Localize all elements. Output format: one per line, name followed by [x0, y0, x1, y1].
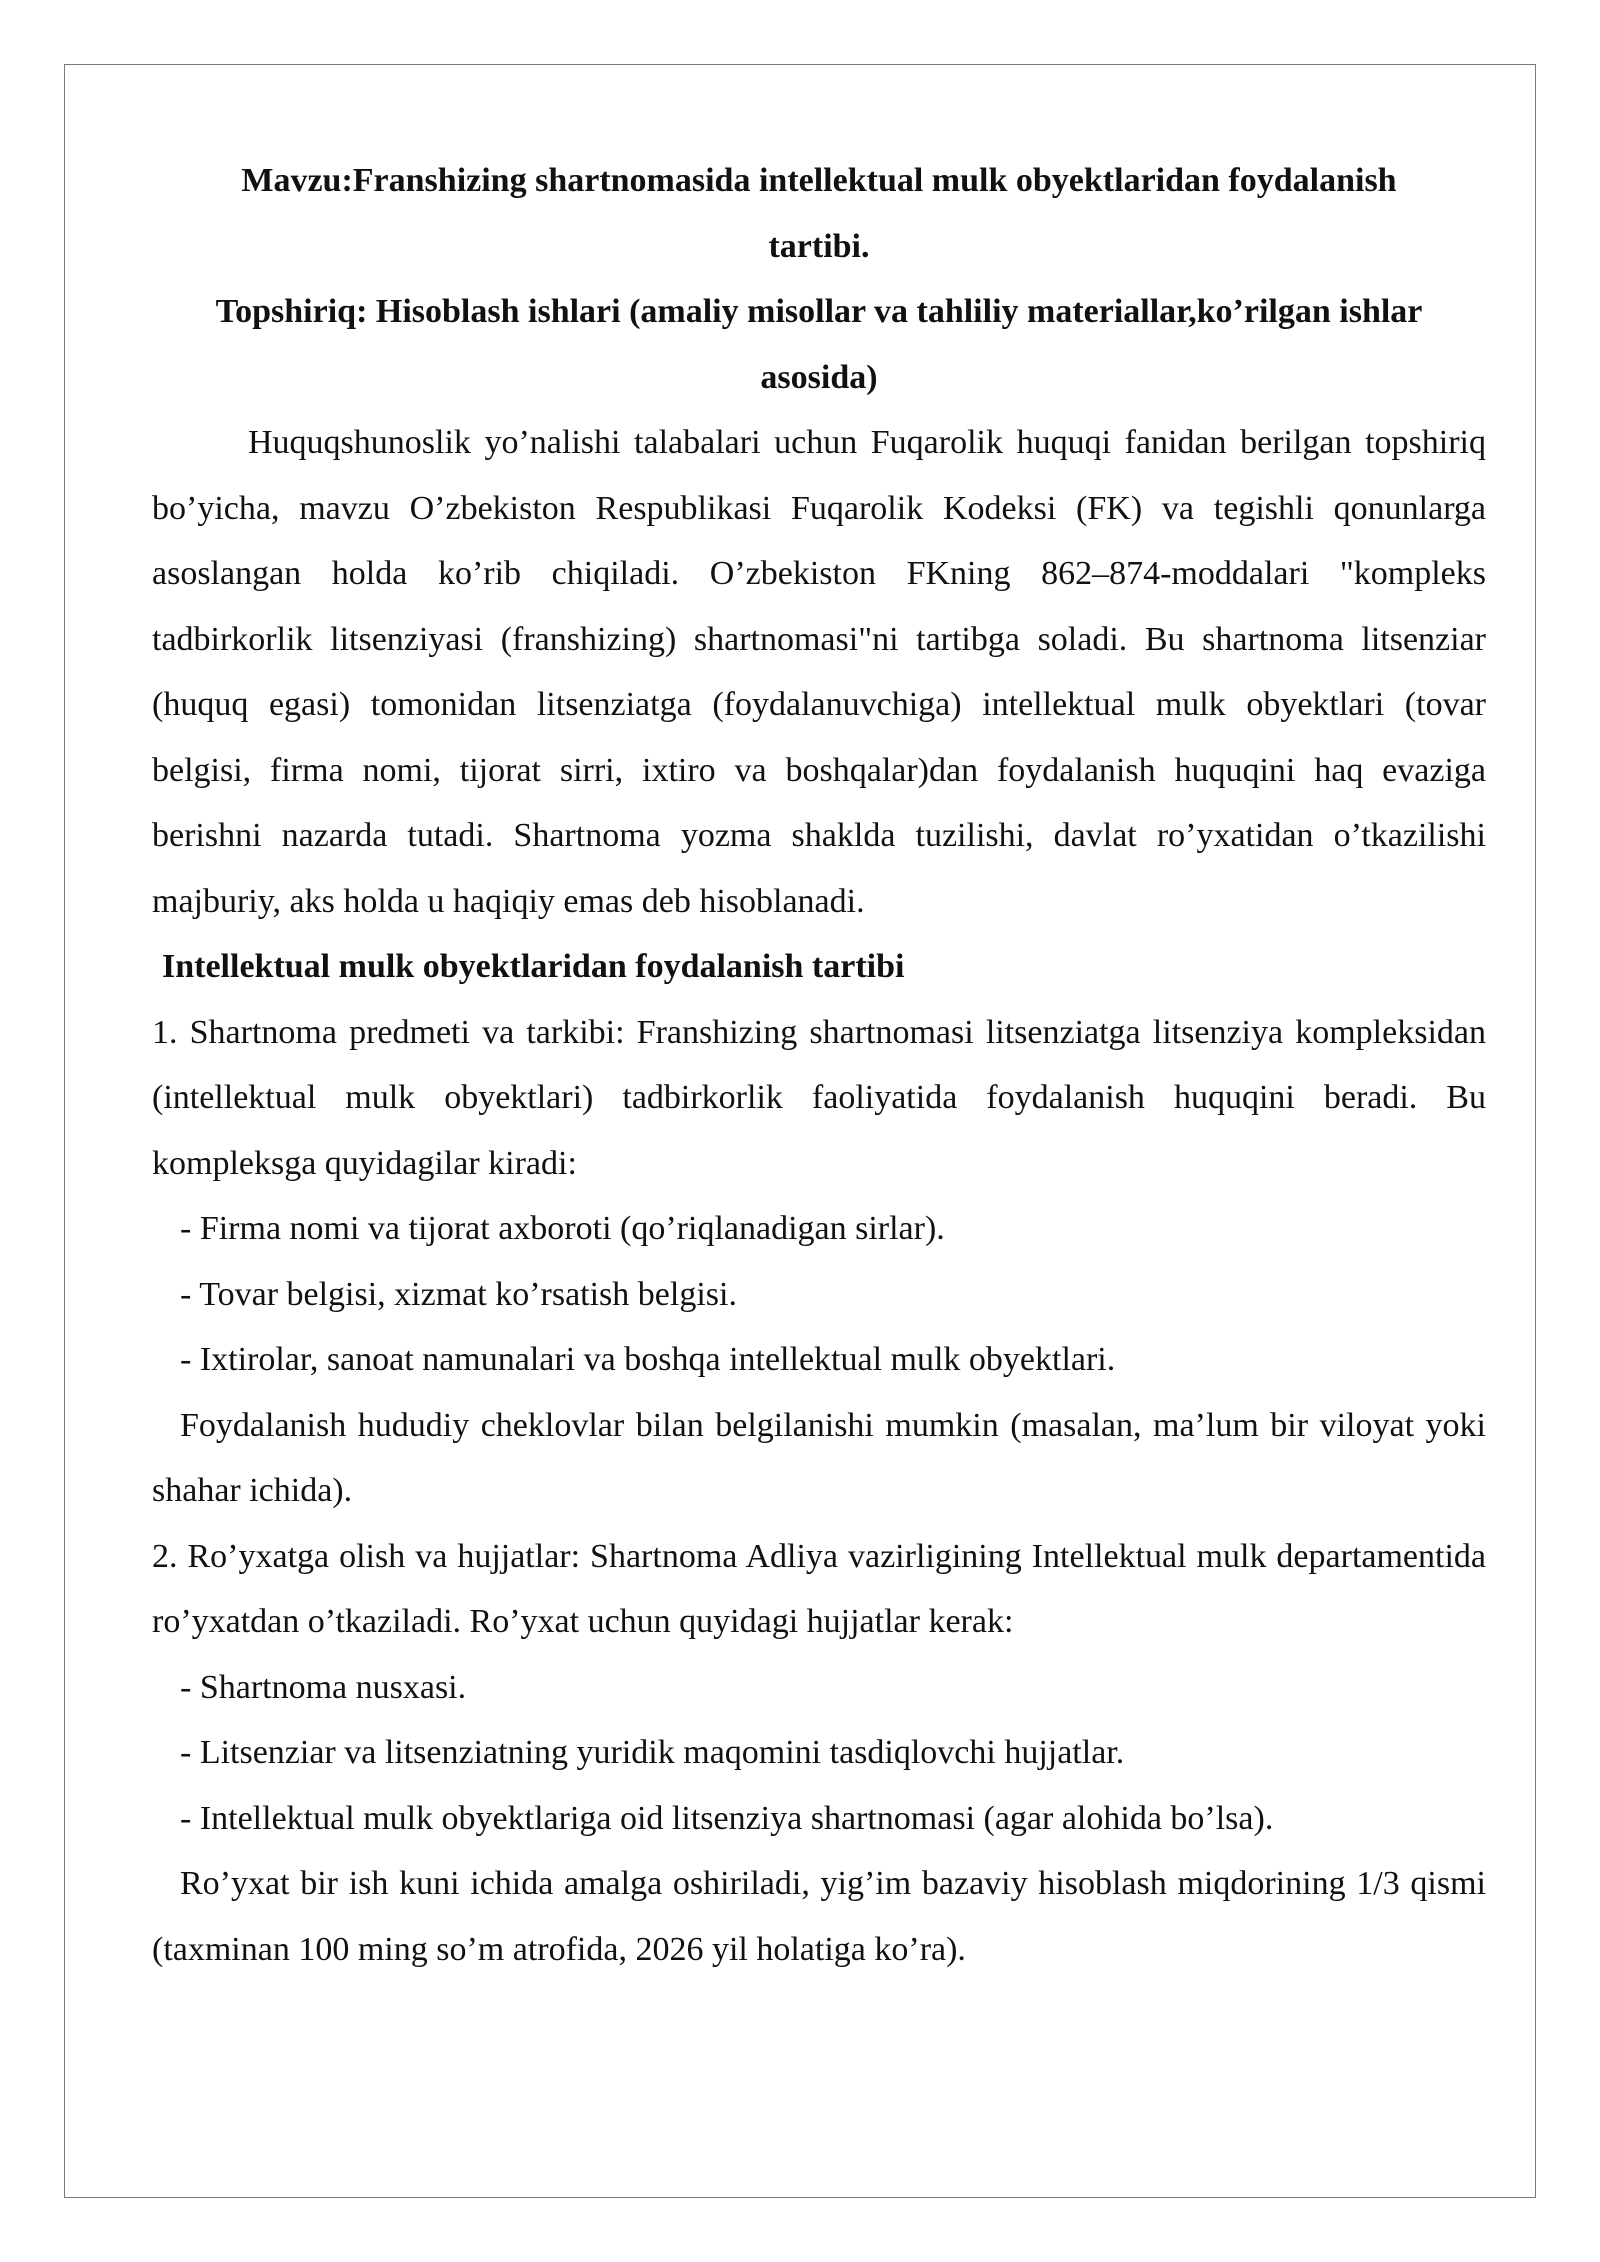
point-1-note: Foydalanish hududiy cheklovlar bilan belgilanishi mumkin (masalan, ma’lum bir viloyat yoki shahar ichida). — [152, 1406, 1486, 1509]
point-2-paragraph: 2. Ro’yxatga olish va hujjatlar: Shartnoma Adliya vazirligining Intellektual mulk departamentida ro’yxatdan o’tkaziladi. Ro’yxat uchun quyidagi hujjatlar kerak: — [152, 1537, 1486, 1640]
list-item: - Firma nomi va tijorat axboroti (qo’riqlanadigan sirlar). — [180, 1210, 945, 1247]
list-item: - Tovar belgisi, xizmat ko’rsatish belgisi. — [180, 1275, 737, 1313]
list-item: - Ixtirolar, sanoat namunalari va boshqa intellektual mulk obyektlari. — [180, 1341, 1116, 1378]
point-1-paragraph: 1. Shartnoma predmeti va tarkibi: Franshizing shartnomasi litsenziatga litsenziya kompleksidan (intellektual mulk obyektlari) tadbirkorlik faoliyatida foydalanish huquqini beradi. Bu kompleksga quyidagilar kiradi: — [152, 1013, 1486, 1182]
list-item: - Shartnoma nusxasi. — [180, 1668, 467, 1706]
point-2-note: Ro’yxat bir ish kuni ichida amalga oshiriladi, yig’im bazaviy hisoblash miqdorining 1/3 qismi (taxminan 100 ming so’m atrofida, 2026 yil holatiga ko’ra). — [152, 1865, 1486, 1968]
section-heading: Intellektual mulk obyektlaridan foydalanish tartibi — [162, 948, 905, 985]
document-body — [152, 148, 1486, 1982]
intro-paragraph: Huquqshunoslik yo’nalishi talabalari uchun Fuqarolik huquqi fanidan berilgan topshiriq bo’yicha, mavzu O’zbekiston Respublikasi Fuqarolik Kodeksi (FK) va tegishli qonunlarga asoslangan holda ko’rib chiqiladi. O’zbekiston FKning 862–874-moddalari "kompleks tadbirkorlik litsenziyasi (franshizing) shartnomasi"ni tartibga soladi. Bu shartnoma litsenziar (huquq egasi) tomonidan litsenziatga (foydalanuvchiga) intellektual mulk obyektlari (tovar belgisi, firma nomi, tijorat sirri, ixtiro va boshqalar)dan foydalanish huquqini haq evaziga berishni nazarda tutadi. Shartnoma yozma shakldа tuzilishi, davlat ro’yxatidan o’tkazilishi majburiy, aks holda u haqiqiy emas deb hisoblanadi. — [152, 424, 1486, 920]
document-title: Mavzu:Franshizing shartnomasida intellektual mulk obyektlaridan foydalanish tartibi. — [241, 162, 1397, 265]
list-item: - Intellektual mulk obyektlariga oid litsenziya shartnomasi (agar alohida bo’lsa). — [180, 1799, 1274, 1837]
document-task-title: Topshiriq: Hisoblash ishlari (amaliy misollar va tahliliy materiallar,ko’rilgan ishlar asosida) — [215, 293, 1423, 396]
list-item: - Litsenziar va litsenziatning yuridik maqomini tasdiqlovchi hujjatlar. — [180, 1734, 1125, 1771]
